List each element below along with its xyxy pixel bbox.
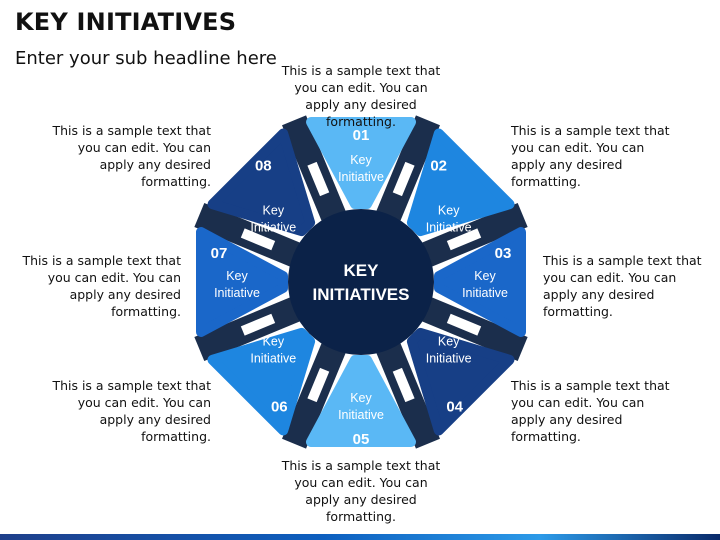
segment-label-line2: Initiative — [338, 170, 384, 184]
initiative-description-08: This is a sample text that you can edit. You can apply any desired formatting. — [52, 123, 211, 189]
initiative-description-01: This is a sample text that you can edit. You can apply any desired formatting. — [281, 63, 441, 129]
segment-number: 04 — [446, 398, 464, 416]
segment-number: 08 — [254, 157, 272, 175]
segment-number: 01 — [352, 127, 370, 144]
initiative-description-05: This is a sample text that you can edit. You can apply any desired formatting. — [281, 458, 441, 524]
initiative-description-06: This is a sample text that you can edit. You can apply any desired formatting. — [52, 378, 211, 444]
segment-number: 06 — [270, 398, 288, 416]
page-title: KEY INITIATIVES — [15, 8, 237, 36]
segment-label-line1: Key — [226, 269, 248, 283]
page-subtitle: Enter your sub headline here — [15, 48, 277, 69]
center-title-line2: INITIATIVES — [312, 285, 410, 304]
segment-label-line1: Key — [262, 203, 285, 218]
segment-number: 02 — [430, 157, 448, 175]
segment-label-line2: Initiative — [250, 351, 297, 366]
center-title-line1: KEY — [343, 261, 379, 280]
segment-label-line2: Initiative — [214, 286, 260, 300]
initiative-description-02: This is a sample text that you can edit. You can apply any desired formatting. — [511, 123, 670, 189]
segment-label-line2: Initiative — [338, 408, 384, 422]
segment-label-line2: Initiative — [250, 220, 297, 235]
segment-label-line1: Key — [262, 334, 285, 349]
segment-label-line1: Key — [437, 203, 460, 218]
segment-label-line2: Initiative — [462, 286, 508, 300]
segment-number: 03 — [494, 245, 512, 262]
footer-bar — [0, 534, 720, 540]
segment-label-line2: Initiative — [425, 351, 472, 366]
segment-label-line1: Key — [350, 153, 372, 167]
segment-number: 07 — [210, 245, 228, 262]
segment-number: 05 — [352, 431, 370, 448]
segment-label-line2: Initiative — [425, 220, 472, 235]
initiative-description-07: This is a sample text that you can edit. You can apply any desired formatting. — [22, 253, 181, 319]
initiative-description-04: This is a sample text that you can edit. You can apply any desired formatting. — [511, 378, 670, 444]
segment-label-line1: Key — [474, 269, 496, 283]
segment-label-line1: Key — [437, 334, 460, 349]
center-circle — [288, 209, 434, 355]
segment-label-line1: Key — [350, 391, 372, 405]
initiative-description-03: This is a sample text that you can edit. You can apply any desired formatting. — [543, 253, 702, 319]
